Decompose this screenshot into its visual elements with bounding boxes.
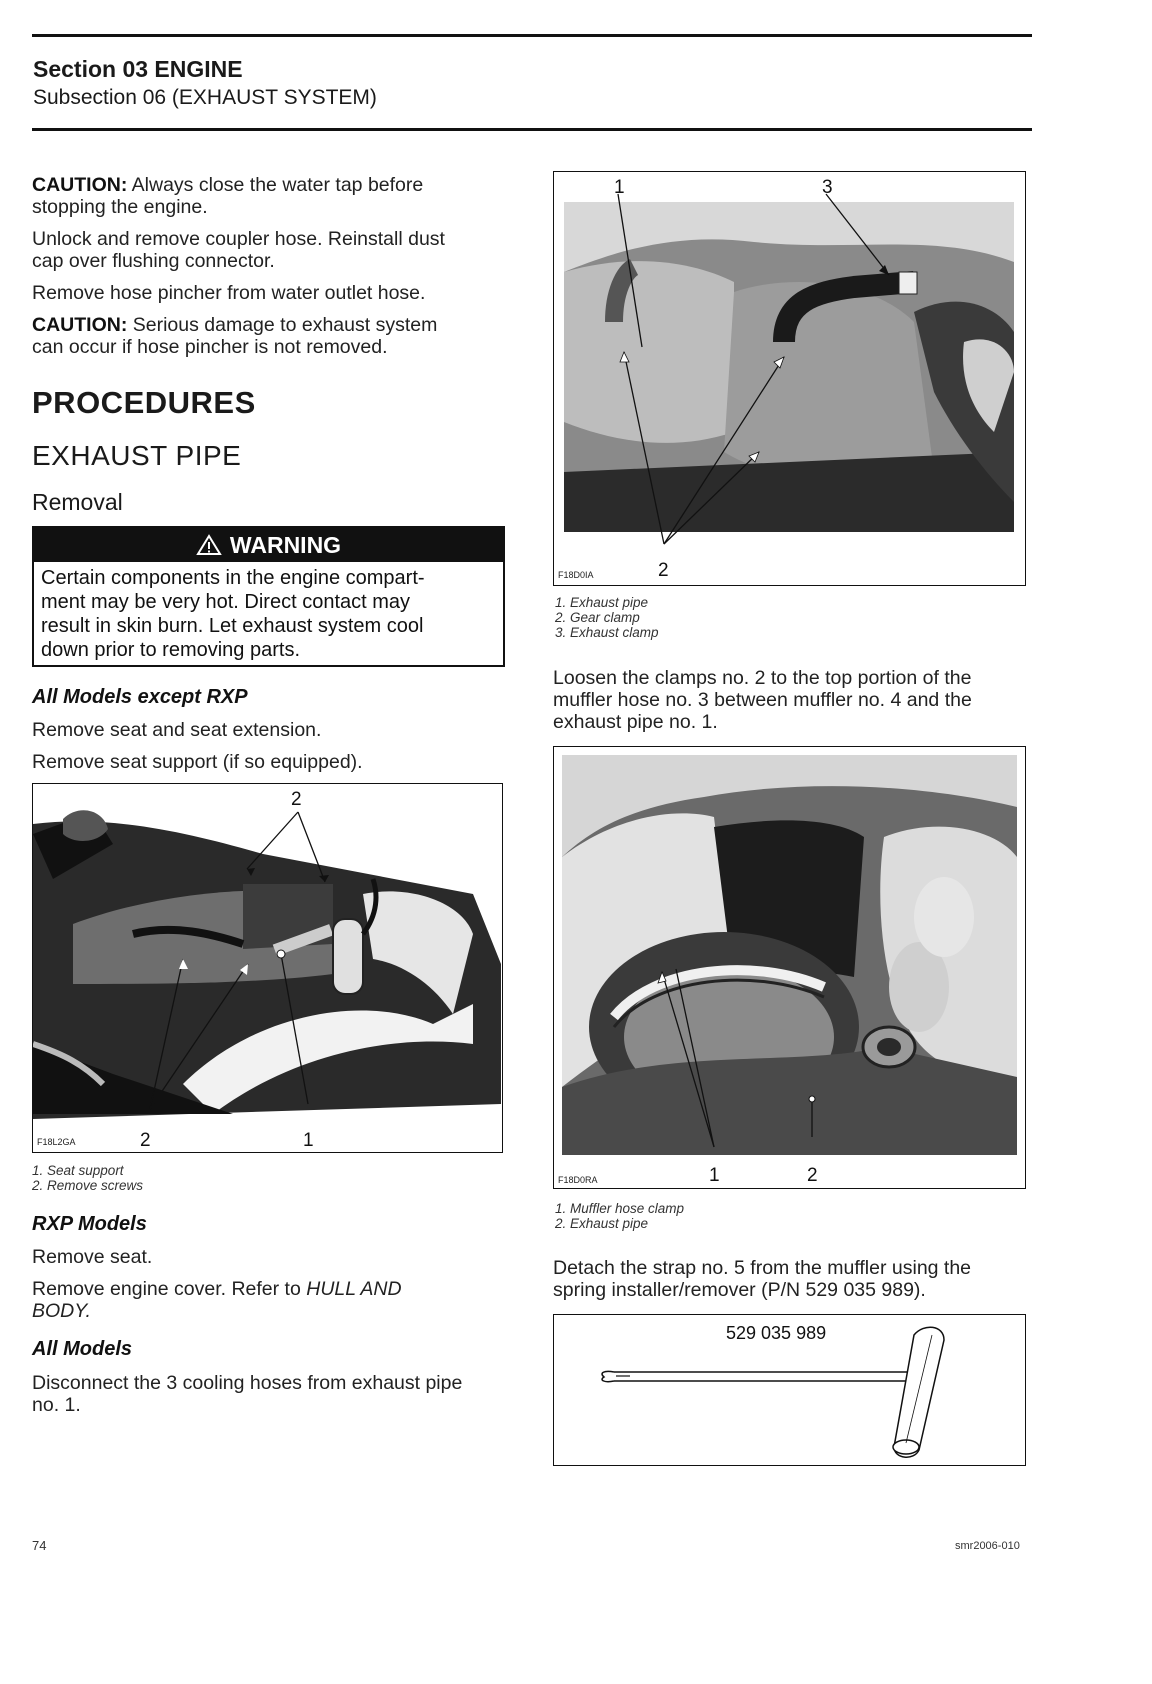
cross-reference: HULL AND: [306, 1278, 402, 1300]
figure-code: F18D0RA: [558, 1175, 598, 1185]
muffler-clamp-photo: [554, 747, 1024, 1187]
paragraph-loosen-clamps: [553, 667, 1033, 733]
callout-1: 1: [614, 177, 625, 198]
callout-2-top: 2: [291, 789, 302, 810]
caution-label: CAUTION:: [32, 174, 128, 196]
text-line: no. 1.: [32, 1394, 81, 1416]
figure-2-captions: [555, 595, 659, 640]
text-line: cap over flushing connector.: [32, 250, 275, 272]
header-bottom-rule: [32, 128, 1032, 131]
warning-line: ment may be very hot. Direct contact may: [41, 591, 411, 613]
paragraph-remove-pincher: Remove hose pincher from water outlet hose.: [32, 282, 426, 304]
warning-text: [41, 566, 497, 662]
paragraph-remove-seat-extension: Remove seat and seat extension.: [32, 719, 322, 741]
paragraph-unlock-hose: [32, 228, 512, 272]
figure-3-captions: [555, 1201, 684, 1231]
caution-hose-pincher: [32, 314, 512, 358]
caption-line: 1. Exhaust pipe: [555, 595, 649, 610]
text-line: exhaust pipe no. 1.: [553, 711, 718, 733]
callout-3: 3: [822, 177, 833, 198]
heading-exhaust-pipe: EXHAUST PIPE: [32, 440, 242, 471]
warning-line: down prior to removing parts.: [41, 639, 301, 661]
caution-text-cont: can occur if hose pincher is not removed.: [32, 336, 388, 358]
paragraph-remove-seat-support: Remove seat support (if so equipped).: [32, 751, 363, 773]
callout-2-bottom: 2: [140, 1130, 151, 1151]
paragraph-disconnect-hoses: [32, 1372, 512, 1416]
heading-rxp-models: RXP Models: [32, 1213, 147, 1235]
warning-box: [32, 526, 505, 667]
figure-spring-tool: [553, 1314, 1026, 1466]
callout-2: 2: [807, 1165, 818, 1186]
seat-support-photo: [33, 784, 501, 1151]
spring-installer-tool-icon: [554, 1315, 1024, 1464]
caption-line: 1. Muffler hose clamp: [555, 1201, 685, 1216]
figure-exhaust-clamps: [553, 171, 1026, 586]
caption-line: 2. Remove screws: [32, 1178, 144, 1193]
subsection-title: Subsection 06 (EXHAUST SYSTEM): [33, 86, 377, 109]
warning-triangle-icon: [196, 534, 222, 556]
warning-line: result in skin burn. Let exhaust system cool: [41, 615, 424, 637]
figure-code: F18D0IA: [558, 570, 594, 580]
heading-all-models-except-rxp: All Models except RXP: [32, 686, 248, 708]
paragraph-remove-engine-cover: [32, 1278, 512, 1322]
caution-water-tap: [32, 174, 512, 218]
text-run: Remove engine cover. Refer to: [32, 1278, 307, 1300]
caption-line: 2. Exhaust pipe: [555, 1216, 649, 1231]
section-title: Section 03 ENGINE: [33, 56, 243, 82]
caution-label: CAUTION:: [32, 314, 128, 336]
figure-muffler-clamp: [553, 746, 1026, 1189]
warning-banner: [34, 528, 503, 562]
paragraph-detach-strap: [553, 1257, 1033, 1301]
figure-seat-support: [32, 783, 503, 1153]
caution-text-cont: stopping the engine.: [32, 196, 208, 218]
callout-1: 1: [303, 1130, 314, 1151]
caption-line: 3. Exhaust clamp: [555, 625, 659, 640]
text-line: Detach the strap no. 5 from the muffler using the: [553, 1257, 972, 1279]
text-line: Loosen the clamps no. 2 to the top portion of the: [553, 667, 972, 689]
text-line: Disconnect the 3 cooling hoses from exhaust pipe: [32, 1372, 463, 1394]
tool-part-number: 529 035 989: [726, 1323, 827, 1343]
callout-2: 2: [658, 560, 669, 581]
paragraph-remove-seat: Remove seat.: [32, 1246, 153, 1268]
cross-reference: BODY.: [32, 1300, 91, 1322]
heading-removal: Removal: [32, 489, 123, 515]
warning-title: WARNING: [229, 532, 342, 558]
caption-line: 1. Seat support: [32, 1163, 124, 1178]
page-number: 74: [32, 1538, 47, 1553]
caution-text: Serious damage to exhaust system: [127, 314, 438, 336]
figure-1-captions: [32, 1163, 143, 1193]
caption-line: 2. Gear clamp: [555, 610, 640, 625]
callout-1: 1: [709, 1165, 720, 1186]
text-line: spring installer/remover (P/N 529 035 989).: [553, 1279, 926, 1301]
caution-text: Always close the water tap before: [127, 174, 424, 196]
figure-code: F18L2GA: [37, 1137, 76, 1147]
exhaust-clamps-photo: [554, 172, 1024, 584]
document-code: smr2006-010: [955, 1540, 1020, 1552]
header-top-rule: [32, 34, 1032, 37]
warning-line: Certain components in the engine compart-: [41, 567, 425, 589]
text-line: muffler hose no. 3 between muffler no. 4 and the: [553, 689, 972, 711]
heading-all-models: All Models: [32, 1338, 133, 1360]
heading-procedures: PROCEDURES: [32, 385, 256, 420]
text-line: Unlock and remove coupler hose. Reinstall dust: [32, 228, 445, 250]
